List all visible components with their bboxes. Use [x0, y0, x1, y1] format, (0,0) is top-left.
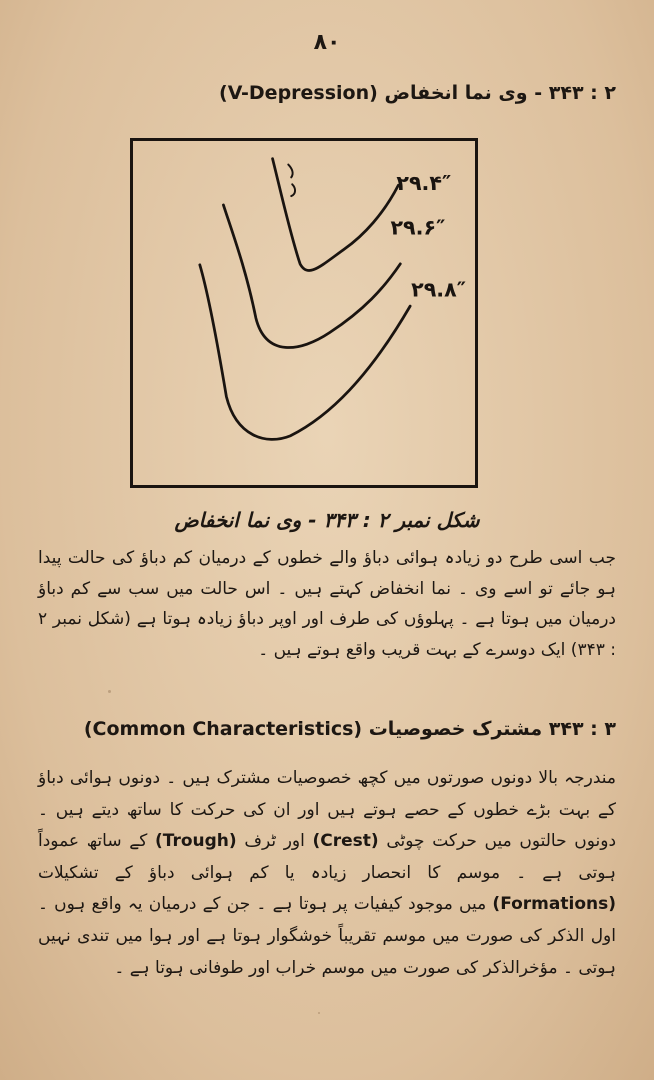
term-trough: (Trough) [154, 831, 237, 852]
term-crest: (Crest) [312, 831, 379, 852]
isobar-label-29-8: ۲۹.۸″ [411, 277, 466, 302]
text-segment: میں موجود کیفیات پر ہوتا ہے ۔ جن کے درمیان یہ واقع ہوں ۔ اول الذکر کی صورت میں موسم تقریباً خوشگوار ہوتا ہے اور ہوا میں تندی نہیں ہوتی ۔ مؤخرالذکر کی صورت میں موسم خراب اور طوفانی ہوتا ہے ۔ [38, 894, 616, 978]
isobar-middle [223, 205, 400, 348]
page-number: ۸۰ [313, 30, 341, 55]
isobar-label-29-6: ۲۹.۶″ [390, 215, 446, 240]
pen-mark [288, 165, 295, 196]
section-title-urdu: مشترک خصوصیات [368, 718, 543, 740]
figure-v-depression-diagram [130, 138, 478, 488]
paper-speck [318, 1012, 320, 1014]
section-heading-common-characteristics [84, 718, 616, 740]
section-number: ۳ : ۳۴۳ [548, 718, 616, 740]
section-title-english: (Common Characteristics) [83, 718, 363, 740]
paragraph-common-characteristics [38, 763, 616, 984]
figure-caption: شکل نمبر ۲ : ۳۴۳ - وی نما انخفاض [174, 508, 480, 532]
section-number: ۲ : ۳۴۳ - [534, 82, 616, 104]
isobar-diagram [133, 141, 475, 485]
term-formations: (Formations) [492, 894, 616, 915]
text-segment: اور ٹرف [244, 831, 305, 852]
section-title-english: (V-Depression) [219, 82, 378, 104]
paper-speck [108, 690, 111, 693]
text-segment: کے ساتھ عموداً ہوتی ہے ۔ موسم کا انحصار زیادہ یا کم ہوائی دباؤ کے تشکیلات [38, 831, 616, 883]
isobar-label-29-4: ۲۹.۴″ [396, 171, 452, 196]
text-segment: مندرجہ بالا دونوں صورتوں میں کچھ خصوصیات مشترک ہیں ۔ دونوں ہوائی دباؤ کے بہت بڑے خطوں کے حصے ہوتے ہیں اور ان کی حرکت کا ساتھ دیتے ہیں ۔ دونوں حالتوں میں حرکت چوٹی [38, 768, 617, 852]
section-title-urdu: وی نما انخفاض [384, 82, 528, 104]
section-heading-v-depression [219, 82, 616, 104]
paragraph-v-depression: جب اسی طرح دو زیادہ ہوائی دباؤ والے خطوں کے درمیان کم دباؤ کی حالت پیدا ہو جائے تو اسے وی ۔ نما انخفاض کہتے ہیں ۔ اس حالت میں سب سے کم دباؤ درمیان میں ہوتا ہے ۔ پہلوؤں کی طرف اور اوپر دباؤ زیادہ ہوتا ہے (شکل نمبر ۲ : ۳۴۳) ایک دوسرے کے بہت قریب واقع ہوتے ہیں ۔ [38, 548, 616, 660]
